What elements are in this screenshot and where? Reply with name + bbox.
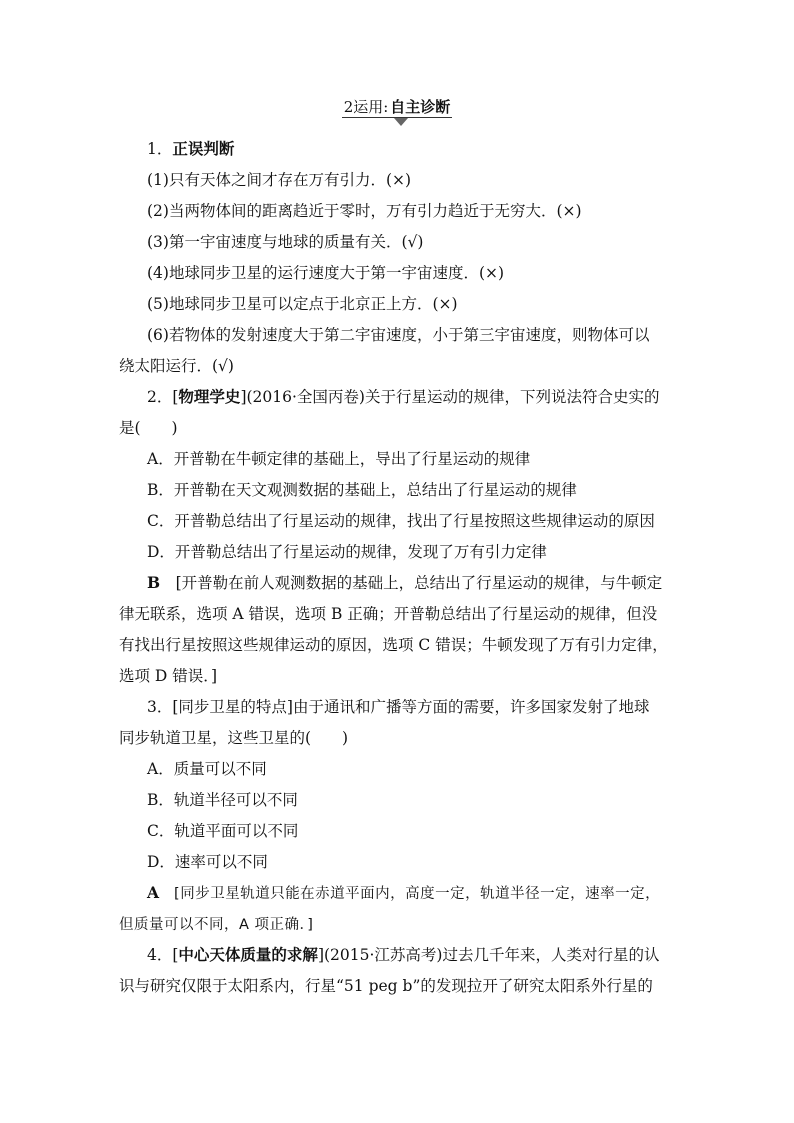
- section-title-label: 自主诊断: [390, 98, 451, 116]
- section-header: [0, 97, 794, 118]
- text-segment: 正误判断: [172, 139, 235, 158]
- triangle-marker-icon: [394, 118, 408, 126]
- text-line: [147, 201, 582, 221]
- text-segment: ](2015·江苏高考)过去几千年来，人类对行星的认: [317, 946, 660, 964]
- text-line: [119, 635, 668, 655]
- text-segment: ](2016·全国丙卷)关于行星运动的规律，下列说法符合史实的: [240, 388, 660, 406]
- text-segment: (6)若物体的发射速度大于第二宇宙速度，小于第三宇宙速度，则物体可以: [147, 326, 650, 344]
- text-segment: 3．[同步卫星的特点]由于通讯和广播等方面的需要，许多国家发射了地球: [147, 698, 650, 716]
- text-line: [147, 821, 298, 841]
- text-segment: 中心天体质量的求解: [178, 945, 318, 964]
- section-title: [342, 97, 453, 118]
- text-segment: 是( ): [119, 419, 178, 437]
- text-segment: (1)只有天体之间才存在万有引力．(×): [147, 171, 412, 189]
- text-line: [119, 604, 657, 624]
- text-segment: A: [147, 883, 160, 902]
- text-segment: C．轨道平面可以不同: [147, 822, 299, 840]
- text-line: [147, 573, 662, 593]
- text-segment: 选项 D 错误．]: [119, 667, 218, 685]
- text-segment: (3)第一宇宙速度与地球的质量有关．(√): [147, 233, 424, 251]
- text-segment: 1．: [147, 140, 173, 158]
- text-line: [147, 852, 268, 872]
- text-segment: [同步卫星轨道只能在赤道平面内，高度一定，轨道半径一定，速率一定，: [159, 886, 661, 902]
- text-line: [147, 883, 660, 904]
- text-segment: 绕太阳运行．(√): [119, 357, 234, 375]
- text-line: [147, 945, 659, 965]
- text-segment: (2)当两物体间的距离趋近于零时，万有引力趋近于无穷大．(×): [147, 202, 582, 220]
- text-segment: 但质量可以不同，A 项正确．]: [119, 917, 314, 933]
- text-segment: 识与研究仅限于太阳系内，行星“51 peg b”的发现拉开了研究太阳系外行星的: [119, 977, 653, 995]
- text-line: [147, 294, 458, 314]
- text-line: [147, 790, 298, 810]
- text-line: [119, 666, 217, 686]
- text-line: [119, 914, 313, 935]
- text-line: [147, 449, 530, 469]
- text-segment: 物理学史: [178, 387, 241, 406]
- text-line: [147, 387, 659, 407]
- text-line: [147, 263, 504, 283]
- text-segment: A．质量可以不同: [147, 760, 267, 778]
- text-segment: B: [147, 573, 161, 592]
- text-segment: B．开普勒在天文观测数据的基础上，总结出了行星运动的规律: [147, 481, 577, 499]
- text-segment: A．开普勒在牛顿定律的基础上，导出了行星运动的规律: [147, 450, 531, 468]
- text-line: [147, 480, 577, 500]
- text-line: [147, 511, 655, 531]
- text-line: [147, 759, 267, 779]
- text-line: [119, 976, 653, 996]
- text-line: [147, 325, 649, 345]
- text-segment: D．速率可以不同: [147, 853, 268, 871]
- text-line: [147, 697, 649, 717]
- text-line: [147, 170, 411, 190]
- text-line: [119, 728, 348, 748]
- text-segment: 4．[: [147, 946, 179, 964]
- text-segment: [开普勒在前人观测数据的基础上，总结出了行星运动的规律，与牛顿定: [160, 574, 663, 592]
- text-segment: D．开普勒总结出了行星运动的规律，发现了万有引力定律: [147, 543, 547, 561]
- section-title-separator: :: [383, 98, 389, 116]
- text-line: [119, 356, 234, 376]
- text-line: [147, 139, 234, 159]
- text-segment: 2．[: [147, 388, 179, 406]
- text-segment: C．开普勒总结出了行星运动的规律，找出了行星按照这些规律运动的原因: [147, 512, 655, 530]
- text-segment: (4)地球同步卫星的运行速度大于第一宇宙速度．(×): [147, 264, 505, 282]
- text-segment: 律无联系，选项 A 错误，选项 B 正确；开普勒总结出了行星运动的规律，但没: [119, 605, 658, 623]
- text-segment: 有找出行星按照这些规律运动的原因，选项 C 错误；牛顿发现了万有引力定律，: [119, 636, 668, 654]
- text-segment: (5)地球同步卫星可以定点于北京正上方．(×): [147, 295, 458, 313]
- text-line: [119, 418, 178, 438]
- text-segment: 同步轨道卫星，这些卫星的( ): [119, 729, 349, 747]
- text-segment: B．轨道半径可以不同: [147, 791, 298, 809]
- text-line: [147, 232, 423, 252]
- text-line: [147, 542, 547, 562]
- section-number-label: 2运用: [343, 98, 384, 116]
